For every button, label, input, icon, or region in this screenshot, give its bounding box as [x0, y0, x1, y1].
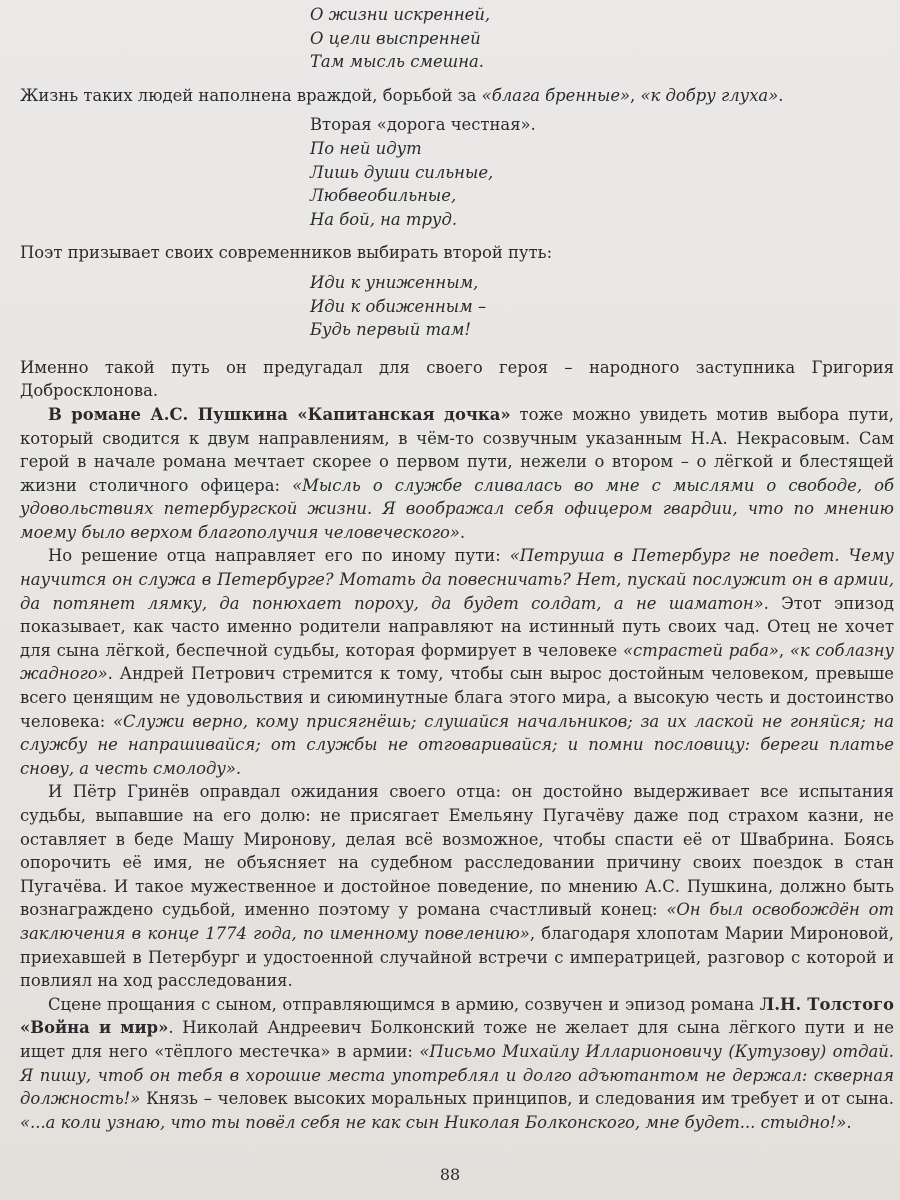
- verse-line: На бой, на труд.: [310, 209, 458, 229]
- paragraph: Поэт призывает своих современников выбирать второй путь:: [20, 243, 553, 263]
- quote: «Письмо Михайлу Илларионовичу (Кутузову) отдай. Я пишу, чтоб он тебя в хорошие места употреблял и долго адъютантом не держал: скверная должность!»: [20, 1041, 894, 1109]
- quote: «Служи верно, кому присягнёшь; слушайся начальников; за их лаской не гоняйся; на службу не напрашивайся; от службы не отговаривайся; и помни пословицу: береги платье снову, а честь смолоду»: [20, 711, 894, 778]
- quote: «Мысль о службе сливалась во мне с мыслями о свободе, об удовольствиях петербургской жизни. Я воображал себя офицером гвардии, что по мнению моему было верхом благополучия человеческого»: [20, 475, 894, 542]
- page-number: 88: [439, 1165, 461, 1184]
- text: Сцене прощания с сыном, отправляющимся в армию, созвучен и эпизод романа: [48, 994, 760, 1014]
- paragraph: [0, 403, 900, 545]
- text: . Андрей Петрович стремится к тому, чтобы сын вырос достойным человеком, превыше всего ценящим не удовольствия и сиюминутные блага этого мира, а высокую честь и достоинство человека:: [20, 664, 894, 731]
- paragraph: [0, 544, 900, 780]
- text: . Николай Андреевич Болконский тоже не желает для сына лёгкого пути и не ищет для него «тёплого местечка» в армии:: [20, 1018, 894, 1061]
- text: Жизнь таких людей наполнена враждой, борьбой за: [20, 85, 482, 105]
- verse-stanza-1: [0, 0, 900, 74]
- text: ,: [630, 85, 641, 105]
- verse-line: Любвеобильные,: [310, 186, 457, 206]
- quote: «Петруша в Петербург не поедет. Чему научится он служа в Петербурге? Мотать да повесничать? Нет, пускай послужит он в армии, да потянет лямку, да понюхает пороху, да будет солдат, а не шаматон»: [20, 546, 894, 613]
- text: Но решение отца направляет его по иному пути:: [48, 546, 510, 566]
- paragraph: [0, 993, 900, 1135]
- text: тоже можно увидеть мотив выбора пути, который сводится к двум направлениям, в чём-то созвучным указанным Н.А. Некрасовым. Сам герой в начале романа мечтает скорее о первом пути, нежели о втором – о лёгкой и блестящей жизни столичного офицера:: [20, 404, 894, 495]
- verse-line: О цели выспренней: [310, 28, 481, 48]
- verse-stanza-2: [0, 113, 900, 231]
- text: .: [778, 85, 784, 105]
- text: , благодаря хлопотам Марии Мироновой, приехавшей в Петербург и удостоенной случайной встречи с императрицей, разговор с которой и повлиял на ход расследования.: [20, 923, 894, 991]
- verse-line: Там мысль смешна.: [310, 52, 484, 72]
- verse-line: По ней идут: [310, 138, 422, 158]
- emphasis: Л.Н. Толстого «Война и мир»: [20, 994, 894, 1038]
- verse-line: Будь первый там!: [310, 320, 471, 340]
- verse-line: Лишь души сильные,: [310, 162, 494, 182]
- verse-stanza-3: [0, 271, 900, 342]
- text: ,: [778, 640, 790, 660]
- quote: «страстей раба»: [623, 640, 779, 660]
- text: .: [846, 1112, 852, 1132]
- paragraph: Именно такой путь он предугадал для своего героя – народного заступника Григория Добросклонова.: [20, 357, 894, 401]
- text: .: [235, 758, 242, 778]
- quote: «к добру глуха»: [640, 85, 779, 105]
- paragraph: [0, 84, 900, 108]
- text: .: [459, 522, 466, 542]
- verse-line: Вторая «дорога честная».: [310, 115, 536, 135]
- verse-line: Иди к униженным,: [310, 272, 479, 292]
- quote: «Он был освобождён от заключения в конце 1774 года, по именному повелению»: [20, 900, 895, 943]
- quote: «...а коли узнаю, что ты повёл себя не как сын Николая Болконского, мне будет... стыдно!»: [20, 1112, 847, 1132]
- quote: «к соблазну жадного»: [20, 640, 894, 684]
- text: Князь – человек высоких моральных принципов, и следования им требует и от сына.: [140, 1089, 894, 1109]
- text: . Этот эпизод показывает, как часто именно родители направляют на истинный путь своих чад. Отец не хочет для сына лёгкой, беспечной судьбы, которая формирует в человеке: [20, 593, 895, 660]
- verse-line: Иди к обиженным –: [310, 296, 487, 316]
- emphasis: В романе А.С. Пушкина «Капитанская дочка»: [48, 404, 511, 424]
- paragraph: [0, 780, 900, 992]
- quote: «блага бренные»: [481, 85, 631, 105]
- text: И Пётр Гринёв оправдал ожидания своего отца: он достойно выдерживает все испытания судьбы, выпавшие на его долю: не присягает Емельяну Пугачёву даже под страхом казни, не оставляет в беде Машу Миронову, делая всё возможное, чтобы спасти её от Швабрина. Боясь опорочить её имя, не объясняет на судебном расследовании причину своих поездок в стан Пугачёва. И такое мужественное и достойное поведение, по мнению А.С. Пушкина, должно быть вознаграждено судьбой, именно поэтому у романа счастливый конец:: [20, 782, 894, 920]
- verse-line: О жизни искренней,: [310, 5, 491, 24]
